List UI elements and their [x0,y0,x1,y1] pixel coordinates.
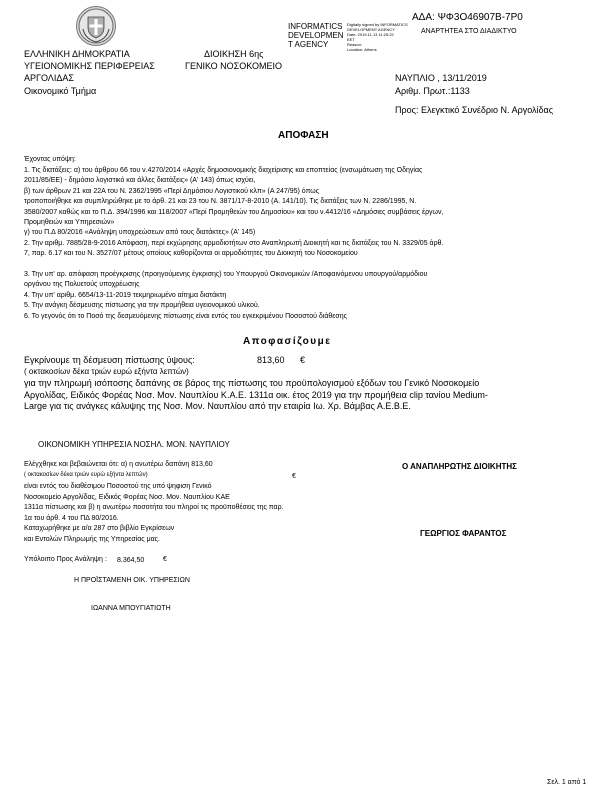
finance-heading: ΟΙΚΟΝΟΜΙΚΗ ΥΠΗΡΕΣΙΑ ΝΟΣΗΛ. ΜΟΝ. ΝΑΥΠΛΙΟΥ [38,440,230,449]
signer-line: T AGENCY [288,40,329,49]
considering-line: 1. Τις διατάξεις: α) του άρθρου 66 του ν.4270/2014 «Αρχές δημοσιονομικής διαχείρισης και εποπτείας (ενσωμάτωση της Οδηγίας [24,167,423,174]
considering-line: 5. Την ανάγκη δέσμευσης πίστωσης για την προμήθεια υγειονομικού υλικού. [24,302,260,310]
signer-line: INFORMATICS [288,22,343,31]
finance-line: Νοσοκομείο Αργολίδας, Ειδικός Φορέας Νοσ. Μον. Ναυπλίου ΚΑΕ [24,493,230,501]
remaining-currency: € [163,556,167,563]
considering-line: Προμηθειών και Υπηρεσιών» [24,219,115,227]
stamp-line: Reason: [347,42,362,47]
org-line-3: ΑΡΓΟΛΙΔΑΣ [24,73,74,83]
org-line-1: ΕΛΛΗΝΙΚΗ ΔΗΜΟΚΡΑΤΙΑ [24,49,130,59]
protocol-number: Αριθμ. Πρωτ.:1133 [395,86,470,96]
finance-check-currency: € [292,473,296,480]
director-title: Ο ΑΝΑΠΛΗΡΩΤΗΣ ΔΙΟΙΚΗΤΗΣ [402,462,517,471]
place-date: ΝΑΥΠΛΙΟ , 13/11/2019 [395,73,487,83]
considering-list [24,166,443,322]
org-hospital: ΓΕΝΙΚΟ ΝΟΣΟΚΟΜΕΙΟ [185,61,282,71]
recipient: Προς: Ελεγκτικό Συνέδριο Ν. Αργολίδας [395,105,554,115]
approval-line: Large για τις ανάγκες κάλυψης της Νοσ. Μον. Ναυπλίου από την εταιρία Ιω. Χρ. Βάμβας Α.Ε.Β.Ε. [24,401,411,411]
finance-head-title: Η ΠΡΟΪΣΤΑΜΕΝΗ ΟΙΚ. ΥΠΗΡΕΣΙΩΝ [74,577,190,584]
remaining-value: 8.364,50 [117,557,145,564]
considering-line: 6. Το γεγονός ότι το Ποσό της δεσμευόμενης πίστωσης είναι εντός του εγκεκριμένου Ποσοστού διάθεσης [24,312,347,320]
finance-line: 1311α πίστωσης και β) η ανωτέρω ποσοτήτα του πληροί τις προϋποθέσεις της παρ. [24,504,284,511]
decision-heading: Αποφασίζουμε [243,336,332,347]
finance-text [24,482,284,545]
approval-line: για την πληρωμή ισόποσης δαπάνης σε βάρος της πίστωσης του προϋπολογισμού εξόδων του Γενικό Νοσοκομείο [24,378,480,388]
considering-line: 7, παρ. 6.17 και του Ν. 3527/07 μέτους οποίους καθορίζονται οι αρμοδιότητες του Διοικητή του Νοσοκομείου [24,250,358,258]
approval-amount: 813,60 [257,355,285,365]
page-number: Σελ. 1 από 1 [547,779,587,786]
greek-emblem-icon [76,6,116,46]
finance-line: και Εντολών Πληρωμής της Υπηρεσίας μας. [24,535,160,543]
approval-text [24,378,488,413]
considering-line: 2. Την αριθμ. 7885/28-9-2016 Απόφαση, περί εκχώρησης αρμοδιοτήτων στο Αναπληρωτή Διοικητή και τις διατάξεις του Ν. 3329/05 άρθ. [24,239,444,247]
considering-line [24,260,443,270]
considering-line: 4. Την υπ' αριθμ. 6654/13-11-2019 τεκμηριωμένο αίτημα διατάκτη [24,291,227,299]
stamp-line: Date: 2019.11.13 11:25:22 [347,32,394,37]
signer-line: DEVELOPMEN [288,31,344,40]
org-line-2: ΥΓΕΙΟΝΟΜΙΚΗΣ ΠΕΡΙΦΕΡΕΙΑΣ [24,61,155,71]
considering-line: 3580/2007 καθώς και το Π.Δ. 394/1996 και 118/2007 «Περί Προμηθειών του Δημοσίου» και του ν.4412/16 «Δημόσιες συμβάσεις έργων, [24,208,444,216]
considering-line: β) των άρθρων 21 και 22Α του Ν. 2362/1995 «Περί Δημόσιου Λογιστικού κλπ» (Α 247/95) όπως [24,187,320,195]
approval-line: Αργολίδας, Ειδικός Φορέας Νοσ. Μον. Ναυπλίου Κ.Α.Ε. 1311α οικ. έτος 2019 για την προμήθεια clip τανίου Medium- [24,389,488,400]
stamp-line: Digitally signed by INFORMATICS [347,22,408,27]
org-department: Οικονομικό Τμήμα [24,86,97,96]
signer-block [288,22,344,49]
considering-line: 3. Την υπ' αρ. απόφαση προέγκρισης (προηγούμενης έγκρισης) του Υπουργού Οικονομικών /Αποφαινόμενου υπουργού/αρμόδιου [24,271,428,279]
stamp-line: Location: Athens [347,47,377,52]
ada-code: ΑΔΑ: ΨΦ3Ο46907Β-7Ρ0 [412,12,523,23]
approval-currency: € [300,355,306,365]
stamp-line: EET [347,37,355,42]
considering-line: 2011/85/ΕΕ) - δημόσιο λογιστικό και άλλες διατάξεις» (Α' 143) όπως ισχύει, [24,177,256,185]
finance-amount-words: ( οκτακοσίων δέκα τριών ευρώ εξήντα λεπτών) [24,472,148,478]
finance-line: Καταχωρήθηκε με α/α 287 στο βιβλίο Εγκρίσεων [24,525,175,532]
org-authority: ΔΙΟΙΚΗΣΗ 6ης [204,49,264,59]
remaining-label: Υπόλοιπο Προς Ανάληψη : [24,556,107,563]
considering-line: οργάνου της Πολυετούς υποχρέωσης [24,281,140,289]
signature-stamp [347,22,408,52]
finance-check-line: Ελέγχθηκε και βεβαιώνεται ότι: α) η ανωτέρω δαπάνη 813,60 [24,461,213,468]
finance-line: 1α του άρθ. 4 του ΠΔ 80/2016. [24,514,119,522]
finance-head-name: ΙΩΑΝΝΑ ΜΠΟΥΓΙΑΤΙΩΤΗ [91,605,171,612]
posting-note: ΑΝΑΡΤΗΤΕΑ ΣΤΟ ΔΙΑΔΙΚΤΥΟ [421,28,517,35]
approval-amount-words: ( οκτακοσίων δέκα τριών ευρώ εξήντα λεπτών) [24,367,189,376]
approval-label: Εγκρίνουμε τη δέσμευση πίστωσης ύψους: [24,355,195,365]
considering-heading: Έχοντας υπόψη: [24,156,76,163]
finance-line: είναι εντός του διαθέσιμου Ποσοστού της υπό ψηφιση Γενικό [24,483,212,490]
considering-line: γ) του Π.Δ 80/2016 «Ανάληψη υποχρεώσεων από τους διατάκτες» (Α' 145) [24,229,256,237]
document-title: ΑΠΟΦΑΣΗ [278,130,329,141]
stamp-line: DEVELOPMENT AGENCY [347,27,395,32]
director-name: ΓΕΩΡΓΙΟΣ ΦΑΡΑΝΤΟΣ [420,529,507,538]
considering-line: τροποποιήθηκε και συμπληρώθηκε με το άρθ. 21 και 23 του Ν. 3871/17-8-2010 (Α. 141/10). Τις διατάξεις των Ν. 2286/1995, Ν. [24,198,417,206]
